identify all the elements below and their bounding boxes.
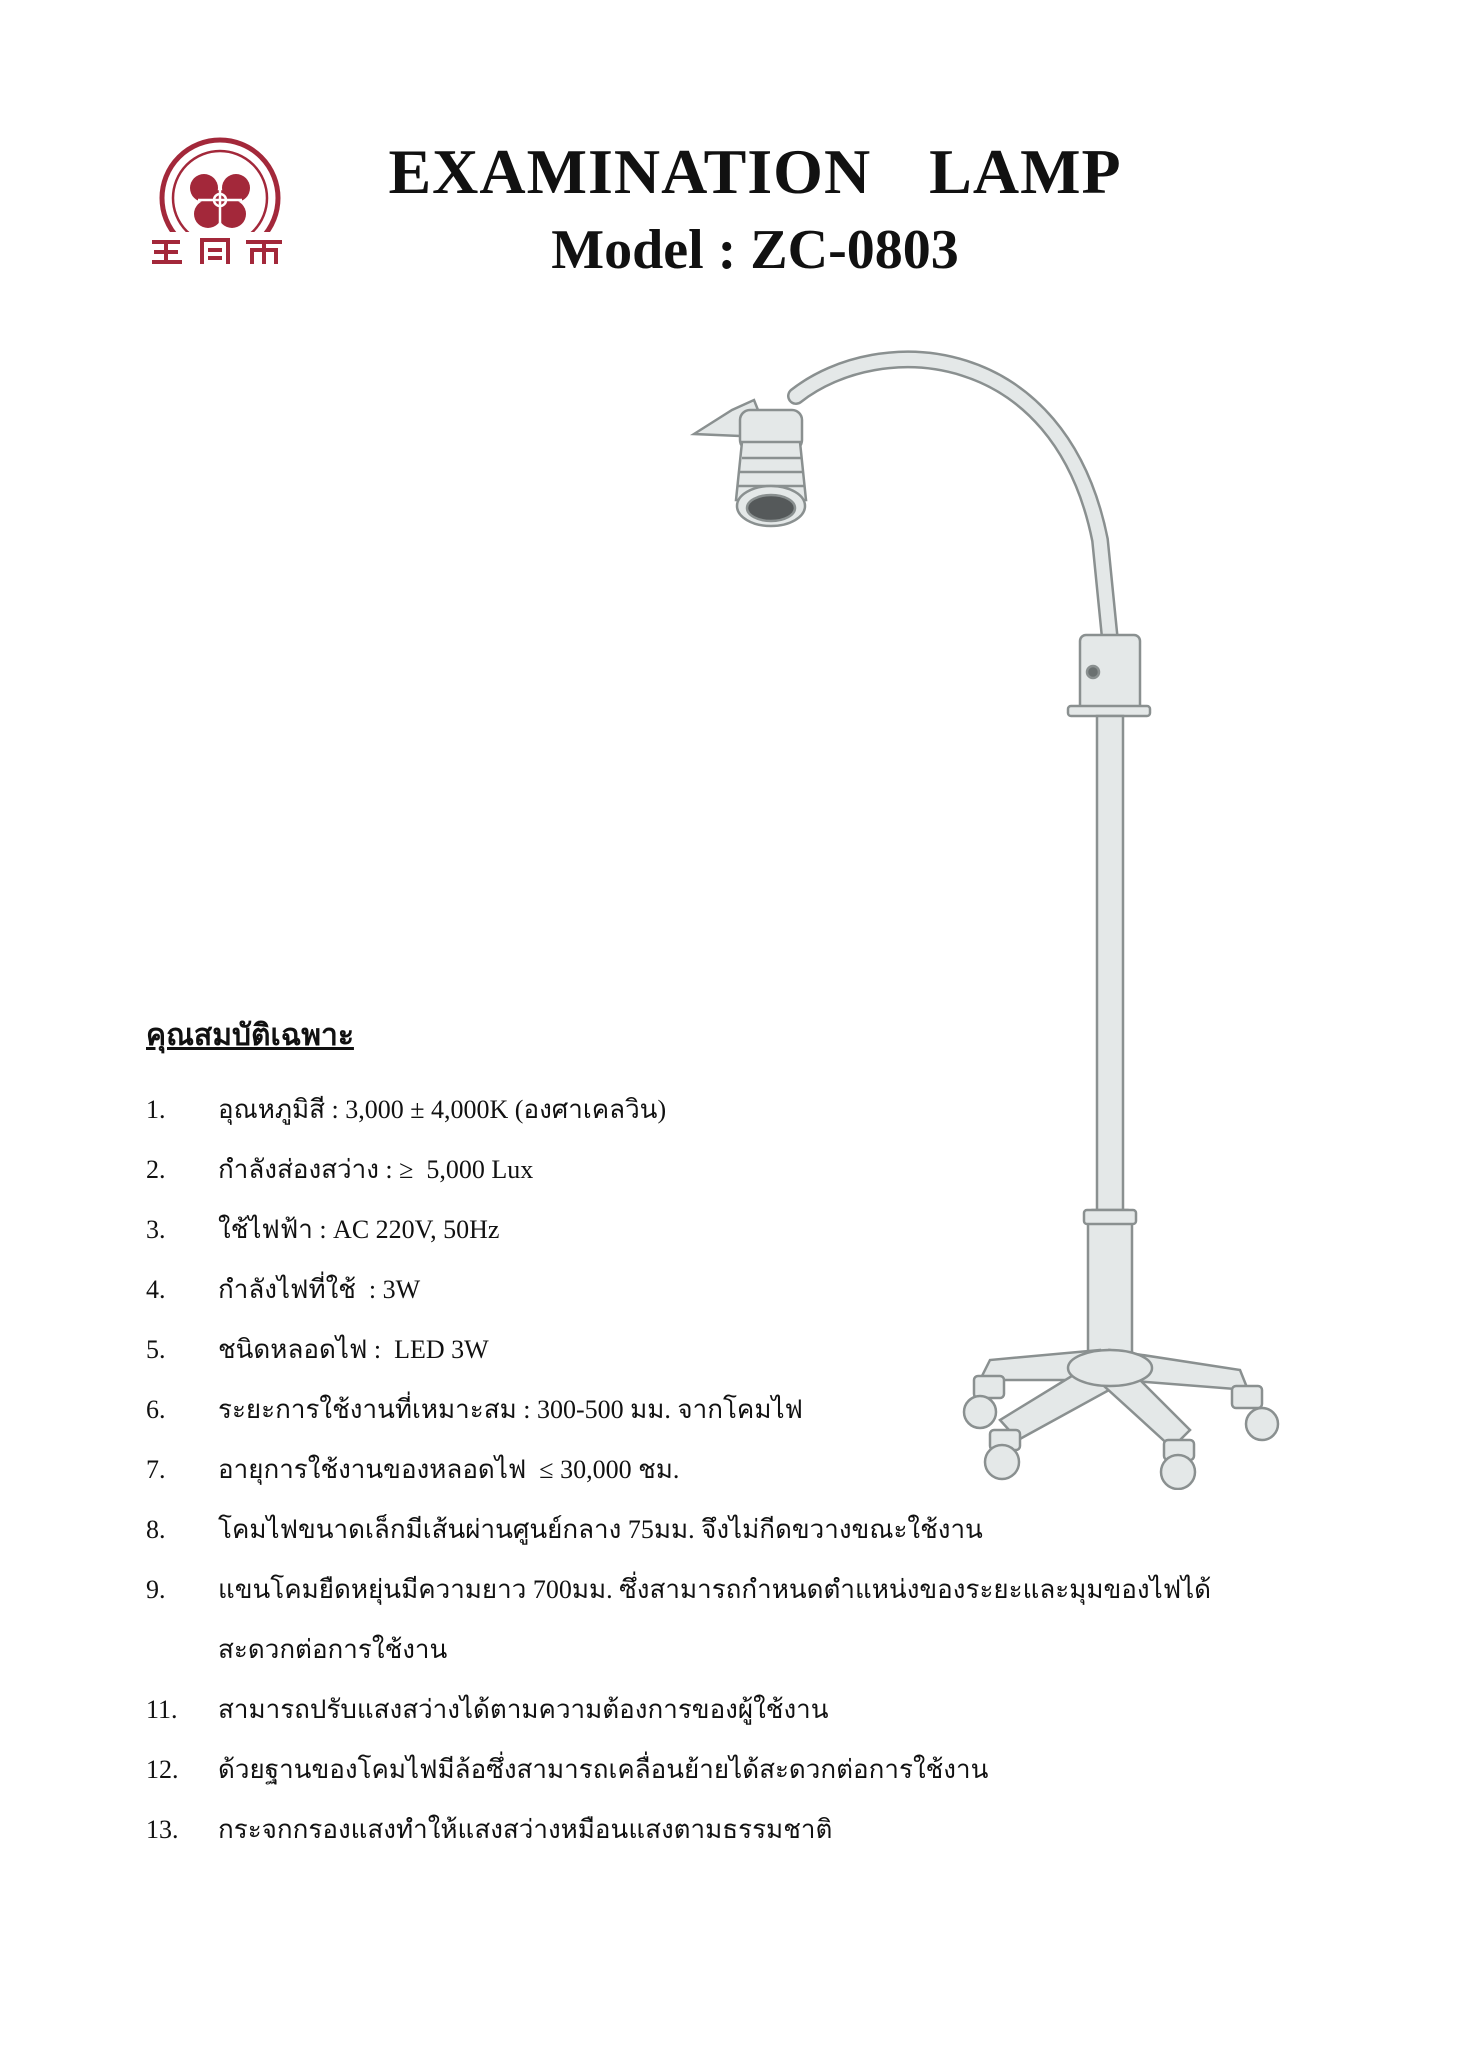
spec-item-number: 6.: [146, 1395, 166, 1424]
spec-list: [146, 1080, 1326, 1860]
spec-item: [146, 1680, 1326, 1740]
model-number: Model : ZC-0803: [551, 219, 959, 281]
page-title: EXAMINATION LAMP: [388, 136, 1122, 207]
spec-item-number: 2.: [146, 1155, 166, 1184]
spec-item-text: ชนิดหลอดไฟ : LED 3W: [218, 1335, 489, 1364]
spec-item: [146, 1380, 1326, 1440]
spec-item: [146, 1560, 1326, 1680]
spec-item-text: ด้วยฐานของโคมไฟมีล้อซึ่งสามารถเคลื่อนย้ายได้สะดวกต่อการใช้งาน: [218, 1755, 989, 1784]
spec-item-number: 13.: [146, 1815, 179, 1844]
spec-item-number: 8.: [146, 1515, 166, 1544]
spec-item: [146, 1200, 1326, 1260]
spec-item-text: อุณหภูมิสี : 3,000 ± 4,000K (องศาเคลวิน): [218, 1095, 667, 1124]
spec-item-text: โคมไฟขนาดเล็กมีเส้นผ่านศูนย์กลาง 75มม. จึงไม่กีดขวางขณะใช้งาน: [218, 1515, 983, 1544]
spec-item-text: อายุการใช้งานของหลอดไฟ ≤ 30,000 ชม.: [218, 1455, 680, 1484]
spec-item-text: กำลังส่องสว่าง : ≥ 5,000 Lux: [218, 1155, 534, 1184]
spec-item: [146, 1740, 1326, 1800]
spec-item: [146, 1080, 1326, 1140]
spec-item: [146, 1140, 1326, 1200]
spec-item: [146, 1800, 1326, 1860]
spec-item-number: 7.: [146, 1455, 166, 1484]
spec-item-number: 9.: [146, 1575, 166, 1604]
spec-item-text: สามารถปรับแสงสว่างได้ตามความต้องการของผู้ใช้งาน: [218, 1695, 829, 1724]
spec-item-number: 12.: [146, 1755, 179, 1784]
spec-item: [146, 1320, 1326, 1380]
spec-item-number: 1.: [146, 1095, 166, 1124]
spec-item-number: 5.: [146, 1335, 166, 1364]
spec-item-text: กำลังไฟที่ใช้ : 3W: [218, 1275, 421, 1304]
spec-item-number: 4.: [146, 1275, 166, 1304]
spec-item-number: 11.: [146, 1695, 178, 1724]
spec-item-text: ใช้ไฟฟ้า : AC 220V, 50Hz: [218, 1215, 500, 1244]
spec-item-number: 3.: [146, 1215, 166, 1244]
spec-heading: คุณสมบัติเฉพาะ: [146, 1019, 354, 1052]
spec-item: [146, 1440, 1326, 1500]
spec-item: [146, 1260, 1326, 1320]
spec-item-text: แขนโคมยืดหยุ่นมีความยาว 700มม. ซึ่งสามารถกำหนดตำแหน่งของระยะและมุมของไฟได้ สะดวกต่อการใช้งาน: [218, 1575, 1212, 1664]
spec-item-text: ระยะการใช้งานที่เหมาะสม : 300-500 มม. จากโคมไฟ: [218, 1395, 803, 1424]
spec-item: [146, 1500, 1326, 1560]
spec-item-text: กระจกกรองแสงทำให้แสงสว่างหมือนแสงตามธรรมชาติ: [218, 1815, 833, 1844]
